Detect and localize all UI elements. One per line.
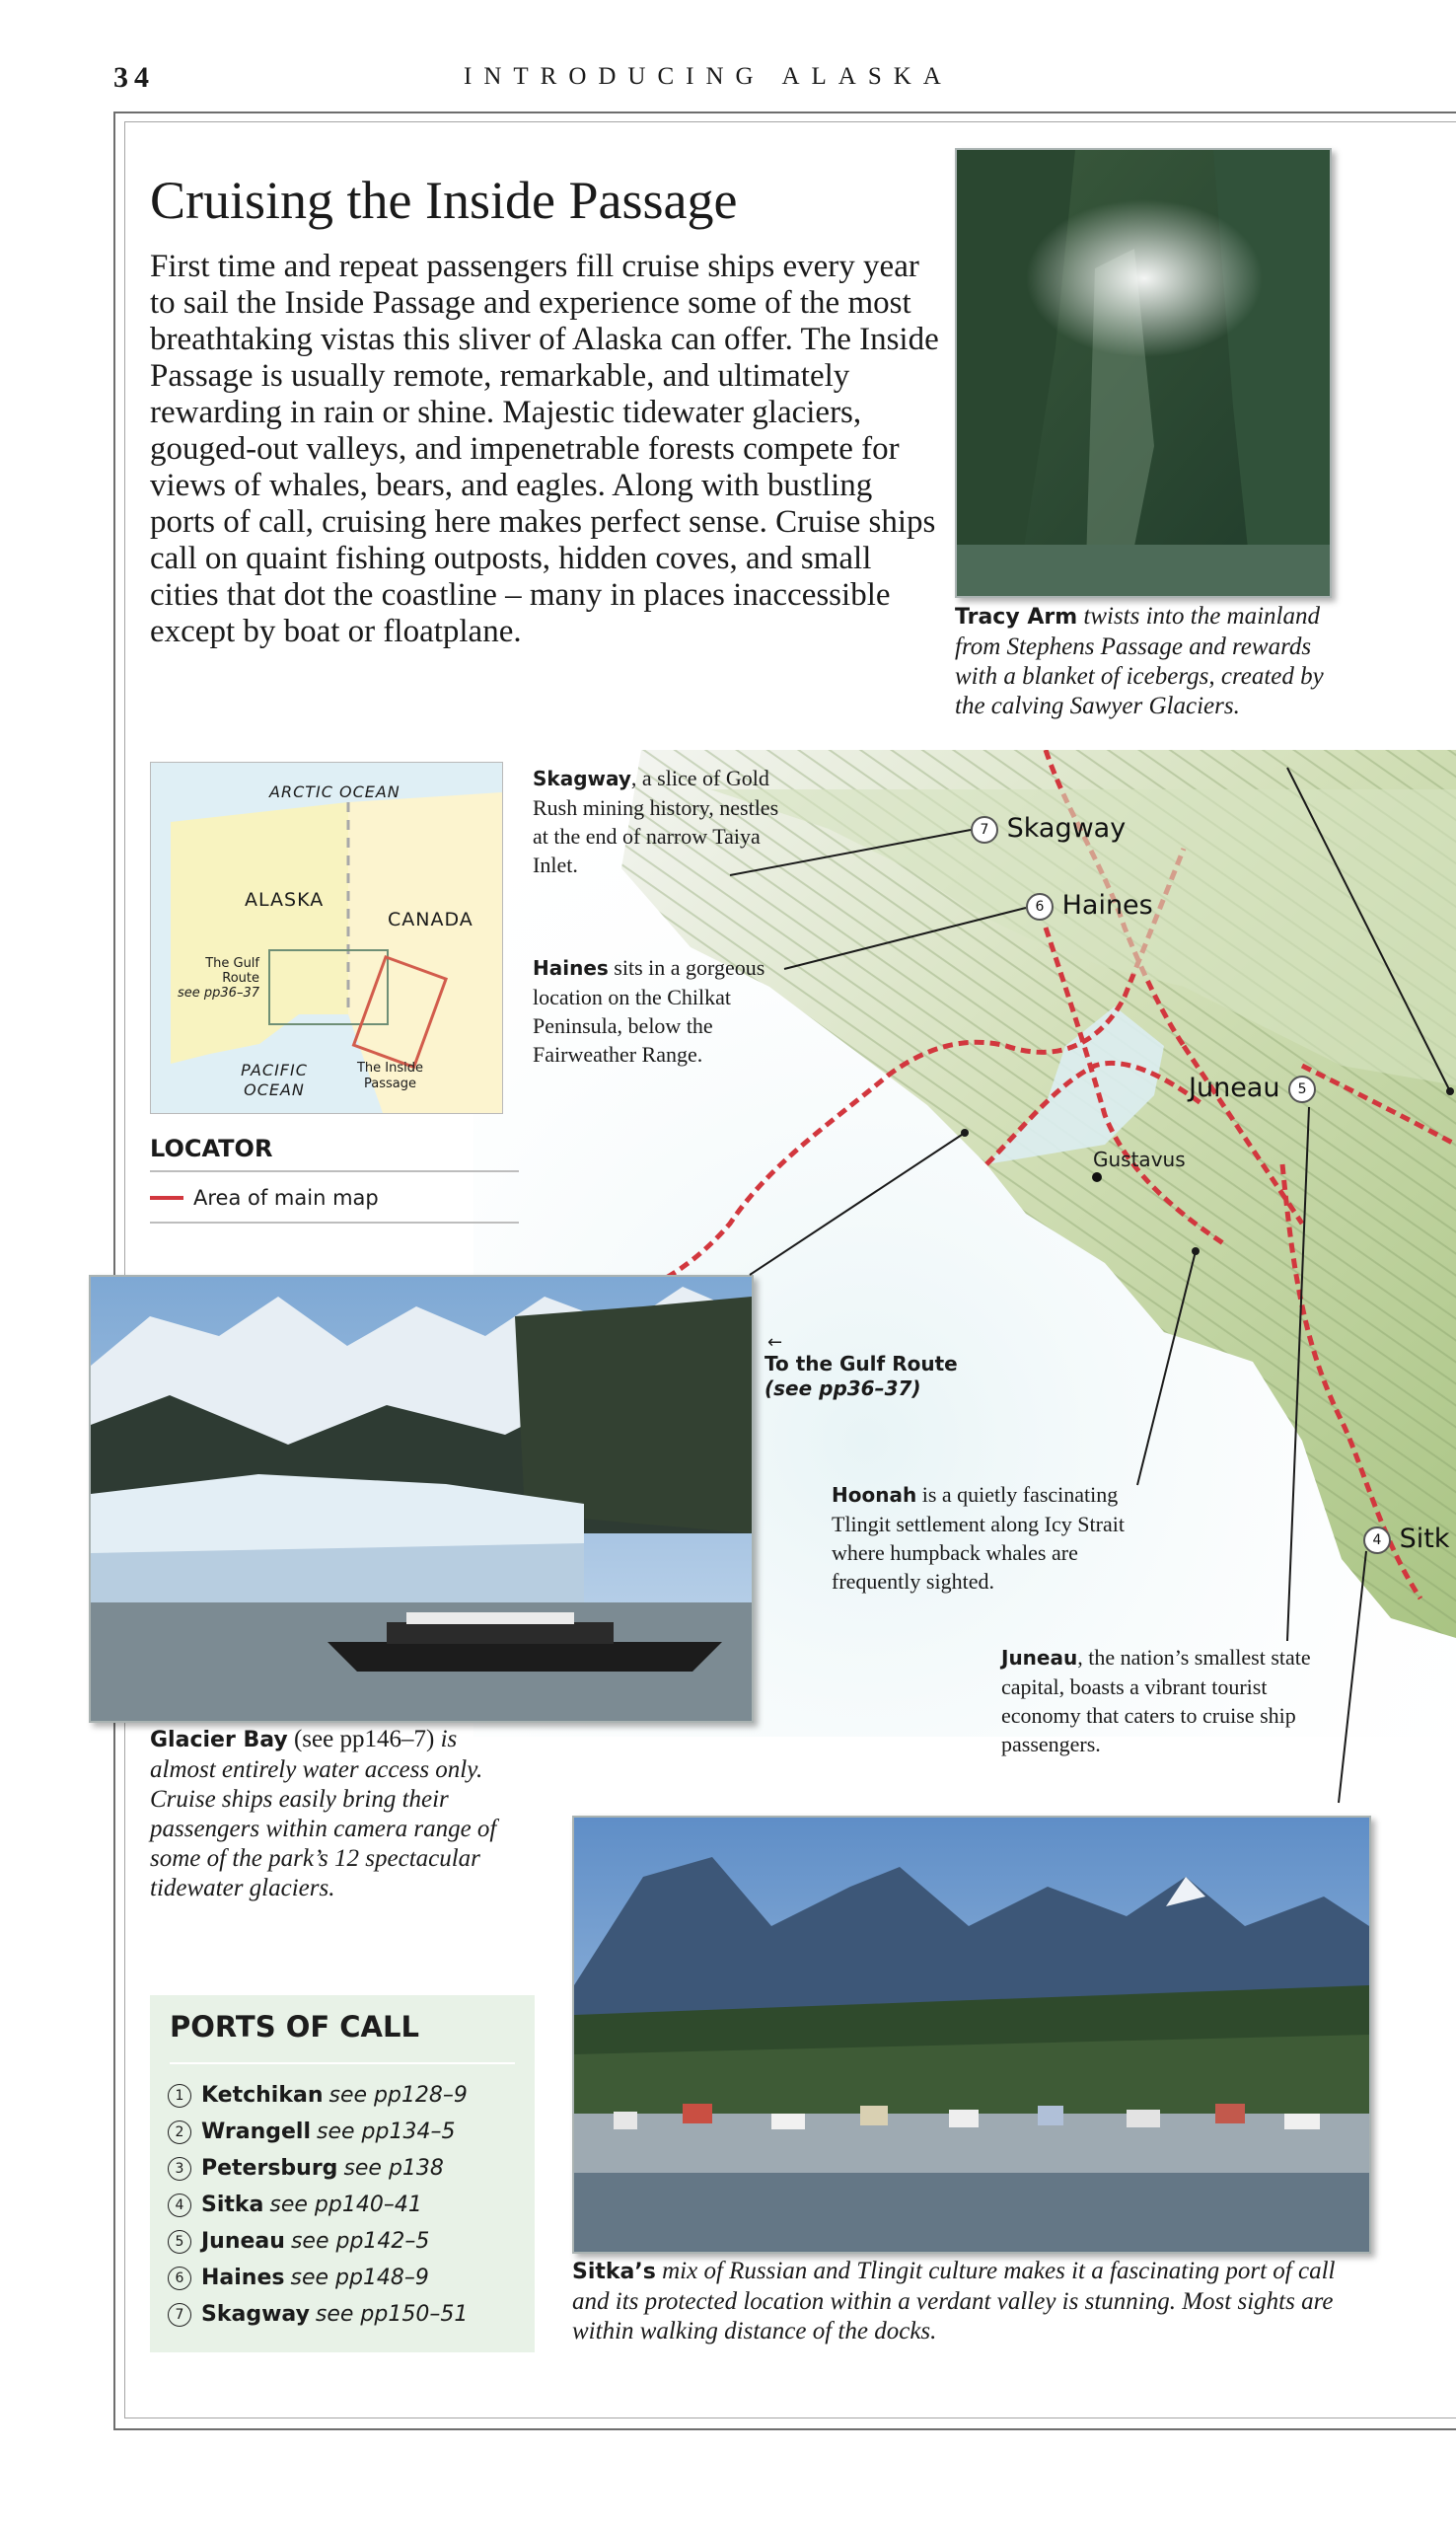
leader-dot-hoonah bbox=[1192, 1247, 1200, 1255]
port-number-icon: 1 bbox=[168, 2084, 191, 2108]
port-number-icon: 3 bbox=[168, 2157, 191, 2181]
port-item bbox=[168, 2077, 523, 2114]
note-haines-text: sits in a gorgeous location on the Chilkat Peninsula, below the Fairweather Range. bbox=[533, 955, 765, 1067]
locator-label-canada: CANADA bbox=[388, 909, 473, 930]
photo-sitka bbox=[572, 1816, 1371, 2254]
leader-hoonah bbox=[1137, 1251, 1196, 1485]
gulf-route-arrow: ← bbox=[767, 1332, 783, 1353]
locator-label-alaska: ALASKA bbox=[245, 889, 325, 911]
port-see-ref: see pp142–5 bbox=[290, 2229, 430, 2254]
leader-tracy-arm bbox=[1287, 768, 1450, 1091]
port-name: Haines bbox=[201, 2266, 285, 2290]
ports-of-call-heading: PORTS OF CALL bbox=[170, 2010, 419, 2044]
note-skagway-text: , a slice of Gold Rush mining history, nestles at the end of narrow Taiya Inlet. bbox=[533, 766, 779, 877]
caption-sitka-name: Sitka’s bbox=[572, 2260, 656, 2284]
port-see-ref: see pp134–5 bbox=[317, 2120, 456, 2144]
note-juneau-name: Juneau bbox=[1001, 1646, 1078, 1670]
map-label-skagway: Skagway bbox=[1006, 813, 1127, 844]
locator-label-arctic: ARCTIC OCEAN bbox=[269, 782, 400, 801]
locator-heading: LOCATOR bbox=[150, 1135, 273, 1162]
port-see-ref: see p138 bbox=[343, 2156, 444, 2181]
port-name: Sitka bbox=[201, 2193, 264, 2217]
note-hoonah-text: is a quietly fascinating Tlingit settlement along Icy Strait where humpback whales are frequently sighted. bbox=[832, 1482, 1125, 1594]
map-marker-haines: 6 bbox=[1026, 893, 1054, 921]
note-gulf-route-line1: To the Gulf Route bbox=[764, 1352, 958, 1376]
port-see-ref: see pp148–9 bbox=[290, 2266, 429, 2290]
locator-label-inside-passage: The Inside Passage bbox=[356, 1061, 424, 1091]
port-item bbox=[168, 2296, 523, 2333]
leader-sitka bbox=[1339, 1551, 1366, 1803]
port-number-icon: 5 bbox=[168, 2230, 191, 2254]
map-label-juneau: Juneau bbox=[1189, 1073, 1280, 1103]
leader-skagway bbox=[730, 830, 971, 875]
ports-divider bbox=[170, 2062, 515, 2064]
ports-of-call-list bbox=[168, 2077, 523, 2333]
running-head: INTRODUCING ALASKA bbox=[464, 63, 953, 90]
port-number-icon: 7 bbox=[168, 2303, 191, 2327]
port-see-ref: see pp140–41 bbox=[269, 2193, 422, 2217]
note-juneau-text: , the nation’s smallest state capital, boasts a vibrant tourist economy that caters to cruise ship passengers. bbox=[1001, 1645, 1311, 1756]
locator-gulf-route-see: see pp36–37 bbox=[178, 986, 259, 1001]
note-gulf-route-line2: (see pp36–37) bbox=[764, 1376, 921, 1400]
article-title: Cruising the Inside Passage bbox=[150, 171, 738, 230]
port-item bbox=[168, 2260, 523, 2296]
map-label-sitka: Sitk bbox=[1399, 1524, 1450, 1554]
leader-glacier-bay bbox=[750, 1133, 965, 1275]
leader-juneau bbox=[1287, 1107, 1309, 1641]
page-number: 34 bbox=[113, 61, 155, 94]
caption-sitka bbox=[572, 2257, 1367, 2346]
leader-dot-tracy-arm bbox=[1446, 1087, 1454, 1095]
caption-tracy-arm-text: twists into the mainland from Stephens Passage and rewards with a blanket of icebergs, created by the calving Sawyer Glaciers. bbox=[955, 603, 1324, 719]
port-name: Wrangell bbox=[201, 2120, 311, 2144]
port-item bbox=[168, 2114, 523, 2150]
port-item bbox=[168, 2150, 523, 2187]
port-name: Juneau bbox=[201, 2229, 285, 2254]
port-number-icon: 2 bbox=[168, 2120, 191, 2144]
leader-dot-glacier-bay bbox=[961, 1129, 969, 1137]
sitka-image bbox=[574, 1818, 1369, 2252]
port-item bbox=[168, 2223, 523, 2260]
leader-haines bbox=[784, 908, 1026, 969]
map-marker-sitka: 4 bbox=[1363, 1526, 1391, 1554]
locator-gulf-route-text: The Gulf Route bbox=[205, 956, 259, 986]
map-marker-juneau: 5 bbox=[1288, 1076, 1316, 1103]
locator-label-pacific: PACIFIC OCEAN bbox=[241, 1061, 308, 1099]
port-see-ref: see pp150–51 bbox=[315, 2302, 469, 2327]
caption-glacier-bay-name: Glacier Bay bbox=[150, 1728, 288, 1752]
map-label-gustavus: Gustavus bbox=[1093, 1148, 1186, 1171]
port-number-icon: 4 bbox=[168, 2194, 191, 2217]
caption-tracy-arm-name: Tracy Arm bbox=[955, 605, 1078, 630]
note-skagway-name: Skagway bbox=[533, 767, 631, 790]
port-item bbox=[168, 2187, 523, 2223]
caption-glacier-bay-ref: (see pp146–7) bbox=[293, 1726, 435, 1752]
note-hoonah-name: Hoonah bbox=[832, 1483, 917, 1507]
map-label-haines: Haines bbox=[1061, 890, 1153, 921]
port-number-icon: 6 bbox=[168, 2267, 191, 2290]
caption-sitka-text: mix of Russian and Tlingit culture makes it a fascinating port of call and its protected location within a verdant valley is stunning. Most sights are within walking distance of the docks. bbox=[572, 2258, 1336, 2344]
map-marker-skagway: 7 bbox=[971, 816, 998, 844]
legend-route-label: Area of main map bbox=[193, 1186, 379, 1210]
port-name: Skagway bbox=[201, 2302, 310, 2327]
note-haines-name: Haines bbox=[533, 956, 609, 980]
port-see-ref: see pp128–9 bbox=[328, 2083, 468, 2108]
article-intro: First time and repeat passengers fill cruise ships every year to sail the Inside Passage and experience some of the most breathtaking vistas this sliver of Alaska can offer. The Inside Passage is usually remote, remarkable, and ultimately rewarding in rain or shine. Majestic tidewater glaciers, gouged-out valleys, and impenetrable forests compete for views of whales, bears, and eagles. Along with bustling ports of call, cruising here makes perfect sense. Cruise ships call on quaint fishing outposts, hidden coves, and small cities that dot the coastline – many in places inaccessible except by boat or floatplane. bbox=[150, 249, 939, 649]
port-name: Ketchikan bbox=[201, 2083, 324, 2108]
caption-glacier-bay-text: is almost entirely water access only. Cruise ships easily bring their passengers within camera range of some of the park’s 12 spectacular tidewater glaciers. bbox=[150, 1726, 497, 1901]
port-name: Petersburg bbox=[201, 2156, 338, 2181]
